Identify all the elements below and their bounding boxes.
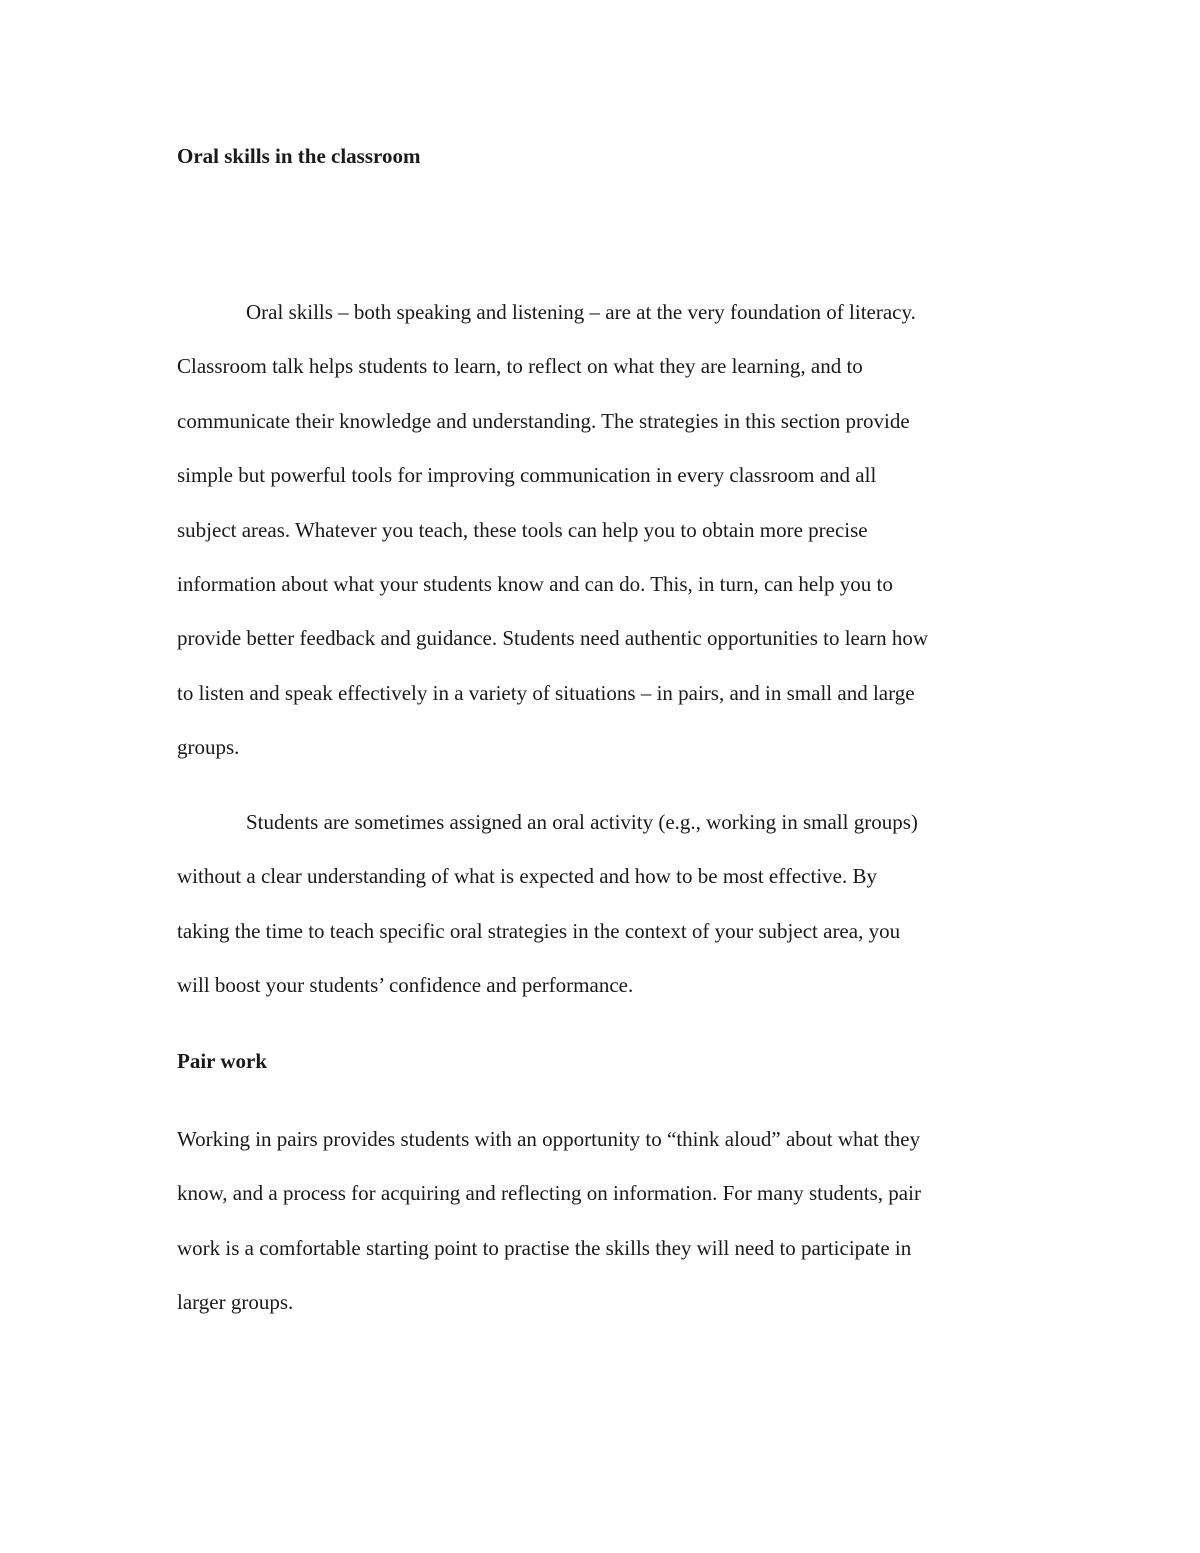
- text-line: taking the time to teach specific oral strategies in the context of your subject area, you: [177, 918, 901, 943]
- text-line: larger groups.: [177, 1290, 294, 1315]
- text-line: subject areas. Whatever you teach, these tools can help you to obtain more precise: [177, 517, 868, 542]
- paragraph-pair-work: [177, 1112, 1037, 1330]
- text-line: Classroom talk helps students to learn, to reflect on what they are learning, and to: [177, 354, 863, 379]
- text-line: work is a comfortable starting point to practise the skills they will need to participate in: [177, 1235, 912, 1260]
- section-heading-oral-skills: Oral skills in the classroom: [177, 144, 421, 168]
- text-line: information about what your students know and can do. This, in turn, can help you to: [177, 572, 893, 597]
- text-line: groups.: [177, 735, 240, 760]
- text-line: know, and a process for acquiring and reflecting on information. For many students, pair: [177, 1181, 921, 1206]
- paragraph-oral-skills-intro: [177, 285, 1037, 775]
- text-line: provide better feedback and guidance. Students need authentic opportunities to learn how: [177, 626, 929, 651]
- text-line: simple but powerful tools for improving communication in every classroom and all: [177, 463, 877, 488]
- text-line: without a clear understanding of what is expected and how to be most effective. By: [177, 864, 877, 889]
- text-line: Students are sometimes assigned an oral activity (e.g., working in small groups): [246, 810, 918, 834]
- paragraph-oral-activity: [177, 795, 1037, 1013]
- section-heading-pair-work: Pair work: [177, 1049, 268, 1073]
- text-line: Oral skills – both speaking and listening – are at the very foundation of literacy.: [246, 300, 916, 324]
- text-line: will boost your students’ confidence and performance.: [177, 973, 634, 998]
- text-line: communicate their knowledge and understanding. The strategies in this section provide: [177, 408, 910, 433]
- text-line: to listen and speak effectively in a variety of situations – in pairs, and in small and large: [177, 680, 915, 705]
- text-line: Working in pairs provides students with an opportunity to “think aloud” about what they: [177, 1127, 921, 1151]
